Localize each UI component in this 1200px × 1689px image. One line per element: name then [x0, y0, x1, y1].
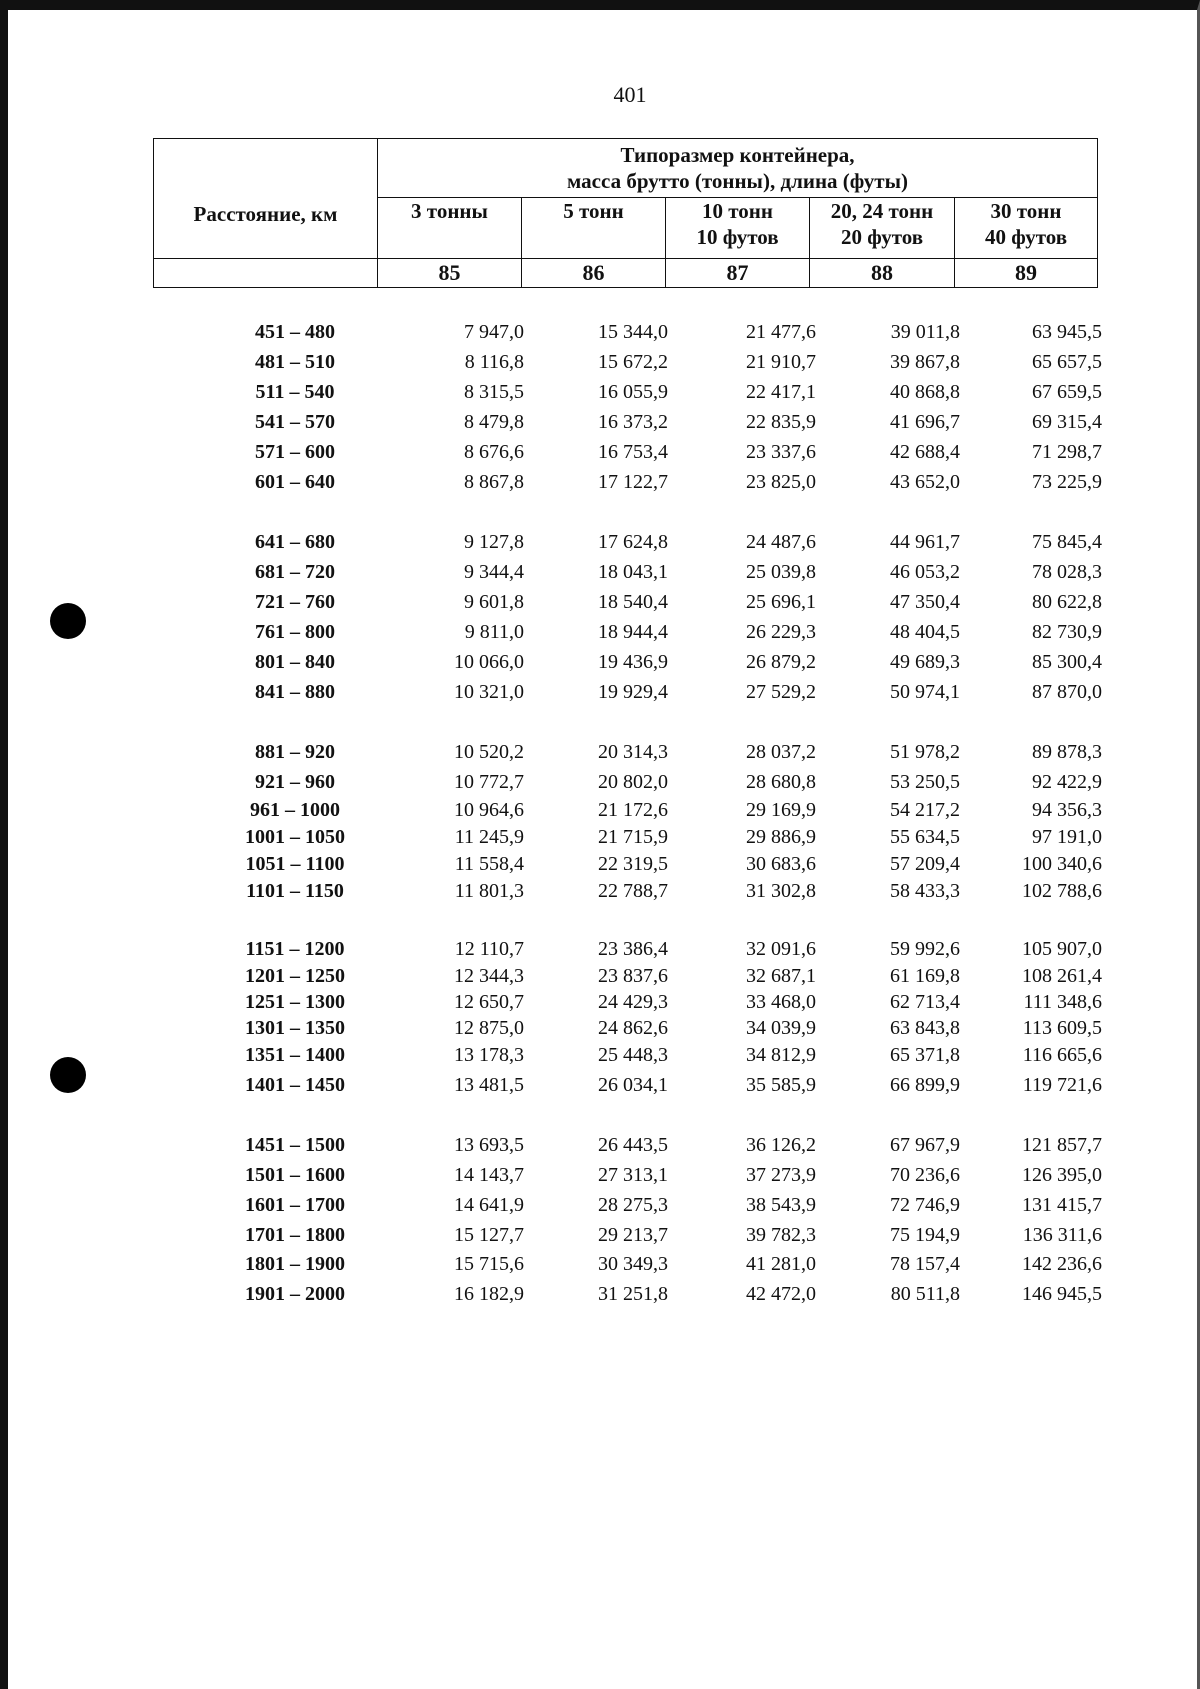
tariff-value: 21 715,9 [598, 826, 668, 848]
tariff-value: 29 213,7 [598, 1224, 668, 1246]
tariff-value: 67 659,5 [1032, 381, 1102, 403]
tariff-value: 22 319,5 [598, 853, 668, 875]
tariff-value: 46 053,2 [890, 561, 960, 583]
tariff-value: 69 315,4 [1032, 411, 1102, 433]
distance-range: 511 – 540 [255, 381, 335, 403]
tariff-value: 24 862,6 [598, 1017, 668, 1039]
table-row [0, 1194, 1200, 1222]
distance-range: 841 – 880 [255, 681, 335, 703]
distance-range: 1001 – 1050 [245, 826, 345, 848]
tariff-value: 63 843,8 [890, 1017, 960, 1039]
tariff-value: 13 693,5 [454, 1134, 524, 1156]
table-row [0, 938, 1200, 966]
distance-range: 1451 – 1500 [245, 1134, 345, 1156]
tariff-value: 10 964,6 [454, 799, 524, 821]
tariff-value: 41 696,7 [890, 411, 960, 433]
tariff-value: 82 730,9 [1032, 621, 1102, 643]
tariff-value: 39 011,8 [890, 321, 960, 343]
tariff-value: 17 122,7 [598, 471, 668, 493]
distance-range: 1101 – 1150 [246, 880, 344, 902]
tariff-value: 23 837,6 [598, 965, 668, 987]
tariff-value: 119 721,6 [1022, 1074, 1102, 1096]
column-number: 86 [522, 258, 666, 287]
tariff-value: 13 178,3 [454, 1044, 524, 1066]
tariff-value: 14 143,7 [454, 1164, 524, 1186]
tariff-value: 10 772,7 [454, 771, 524, 793]
tariff-value: 10 066,0 [454, 651, 524, 673]
tariff-value: 35 585,9 [746, 1074, 816, 1096]
table-row [0, 591, 1200, 619]
tariff-value: 27 313,1 [598, 1164, 668, 1186]
tariff-value: 7 947,0 [464, 321, 524, 343]
table-row [0, 651, 1200, 679]
tariff-value: 27 529,2 [746, 681, 816, 703]
tariff-value: 75 194,9 [890, 1224, 960, 1246]
tariff-value: 23 337,6 [746, 441, 816, 463]
tariff-value: 31 251,8 [598, 1283, 668, 1305]
tariff-value: 32 091,6 [746, 938, 816, 960]
table-row [0, 1283, 1200, 1311]
tariff-value: 108 261,4 [1022, 965, 1102, 987]
tariff-value: 41 281,0 [746, 1253, 816, 1275]
tariff-value: 13 481,5 [454, 1074, 524, 1096]
tariff-value: 21 910,7 [746, 351, 816, 373]
tariff-value: 105 907,0 [1022, 938, 1102, 960]
tariff-value: 58 433,3 [890, 880, 960, 902]
column-header-20-24t [810, 197, 955, 258]
tariff-value: 63 945,5 [1032, 321, 1102, 343]
tariff-value: 31 302,8 [746, 880, 816, 902]
tariff-value: 34 039,9 [746, 1017, 816, 1039]
tariff-value: 80 622,8 [1032, 591, 1102, 613]
tariff-value: 37 273,9 [746, 1164, 816, 1186]
tariff-value: 42 688,4 [890, 441, 960, 463]
table-row [0, 681, 1200, 709]
tariff-value: 30 349,3 [598, 1253, 668, 1275]
tariff-value: 11 558,4 [454, 853, 524, 875]
column-number: 89 [955, 258, 1098, 287]
tariff-value: 34 812,9 [746, 1044, 816, 1066]
tariff-value: 18 540,4 [598, 591, 668, 613]
table-row [0, 471, 1200, 499]
tariff-value: 25 448,3 [598, 1044, 668, 1066]
table-row [0, 1224, 1200, 1252]
tariff-value: 87 870,0 [1032, 681, 1102, 703]
column-number: 85 [378, 258, 522, 287]
group-title-line1: Типоразмер контейнера, [620, 142, 855, 167]
tariff-value: 19 929,4 [598, 681, 668, 703]
distance-range: 1701 – 1800 [245, 1224, 345, 1246]
tariff-value: 73 225,9 [1032, 471, 1102, 493]
tariff-value: 89 878,3 [1032, 741, 1102, 763]
group-title-line2: масса брутто (тонны), длина (футы) [567, 168, 909, 193]
tariff-value: 70 236,6 [890, 1164, 960, 1186]
tariff-value: 20 802,0 [598, 771, 668, 793]
tariff-value: 20 314,3 [598, 741, 668, 763]
distance-range: 1901 – 2000 [245, 1283, 345, 1305]
tariff-value: 10 321,0 [454, 681, 524, 703]
tariff-value: 51 978,2 [890, 741, 960, 763]
tariff-value: 28 680,8 [746, 771, 816, 793]
tariff-value: 26 034,1 [598, 1074, 668, 1096]
tariff-value: 136 311,6 [1022, 1224, 1102, 1246]
tariff-value: 8 867,8 [464, 471, 524, 493]
distance-range: 1351 – 1400 [245, 1044, 345, 1066]
tariff-value: 26 443,5 [598, 1134, 668, 1156]
table-header [153, 138, 1098, 288]
tariff-value: 55 634,5 [890, 826, 960, 848]
tariff-value: 15 715,6 [454, 1253, 524, 1275]
tariff-value: 24 487,6 [746, 531, 816, 553]
tariff-value: 39 867,8 [890, 351, 960, 373]
tariff-value: 9 811,0 [464, 621, 524, 643]
table-row [0, 965, 1200, 993]
tariff-value: 39 782,3 [746, 1224, 816, 1246]
table-row [0, 1044, 1200, 1072]
tariff-value: 48 404,5 [890, 621, 960, 643]
distance-column-header: Расстояние, км [154, 139, 378, 259]
tariff-value: 22 788,7 [598, 880, 668, 902]
tariff-value: 71 298,7 [1032, 441, 1102, 463]
tariff-value: 47 350,4 [890, 591, 960, 613]
column-numbers-row [154, 258, 1098, 287]
tariff-value: 11 801,3 [454, 880, 524, 902]
tariff-value: 21 477,6 [746, 321, 816, 343]
distance-range: 641 – 680 [255, 531, 335, 553]
table-row [0, 826, 1200, 854]
distance-range: 1801 – 1900 [245, 1253, 345, 1275]
table-row [0, 1074, 1200, 1102]
tariff-value: 42 472,0 [746, 1283, 816, 1305]
tariff-value: 59 992,6 [890, 938, 960, 960]
tariff-value: 9 344,4 [464, 561, 524, 583]
distance-number-cell [154, 258, 378, 287]
column-header-line2: 10 футов [696, 225, 779, 250]
column-header-line1: 3 тонны [411, 198, 488, 223]
tariff-value: 80 511,8 [890, 1283, 960, 1305]
table-row [0, 531, 1200, 559]
tariff-value: 29 169,9 [746, 799, 816, 821]
tariff-value: 15 344,0 [598, 321, 668, 343]
tariff-value: 16 373,2 [598, 411, 668, 433]
tariff-value: 12 344,3 [454, 965, 524, 987]
tariff-value: 18 944,4 [598, 621, 668, 643]
tariff-value: 54 217,2 [890, 799, 960, 821]
column-header-5t [522, 197, 666, 258]
tariff-value: 21 172,6 [598, 799, 668, 821]
distance-range: 601 – 640 [255, 471, 335, 493]
tariff-value: 75 845,4 [1032, 531, 1102, 553]
distance-range: 761 – 800 [255, 621, 335, 643]
tariff-value: 100 340,6 [1022, 853, 1102, 875]
tariff-value: 57 209,4 [890, 853, 960, 875]
tariff-value: 142 236,6 [1022, 1253, 1102, 1275]
table-row [0, 1134, 1200, 1162]
distance-range: 681 – 720 [255, 561, 335, 583]
table-row [0, 771, 1200, 799]
table-row [0, 561, 1200, 589]
distance-range: 921 – 960 [255, 771, 335, 793]
tariff-value: 23 825,0 [746, 471, 816, 493]
tariff-value: 28 037,2 [746, 741, 816, 763]
table-row [0, 1253, 1200, 1281]
tariff-value: 28 275,3 [598, 1194, 668, 1216]
table-row [0, 411, 1200, 439]
distance-range: 1151 – 1200 [245, 938, 345, 960]
tariff-value: 72 746,9 [890, 1194, 960, 1216]
tariff-value: 9 601,8 [464, 591, 524, 613]
tariff-value: 8 116,8 [464, 351, 524, 373]
tariff-value: 43 652,0 [890, 471, 960, 493]
tariff-value: 67 967,9 [890, 1134, 960, 1156]
tariff-value: 11 245,9 [454, 826, 524, 848]
table-row [0, 853, 1200, 881]
tariff-value: 26 229,3 [746, 621, 816, 643]
distance-range: 451 – 480 [255, 321, 335, 343]
tariff-value: 146 945,5 [1022, 1283, 1102, 1305]
table-row [0, 621, 1200, 649]
tariff-value: 62 713,4 [890, 991, 960, 1013]
tariff-value: 49 689,3 [890, 651, 960, 673]
column-number: 88 [810, 258, 955, 287]
distance-range: 1201 – 1250 [245, 965, 345, 987]
tariff-value: 38 543,9 [746, 1194, 816, 1216]
table-row [0, 351, 1200, 379]
tariff-value: 121 857,7 [1022, 1134, 1102, 1156]
column-header-line1: 5 тонн [563, 198, 624, 223]
column-header-10t [666, 197, 810, 258]
tariff-value: 16 753,4 [598, 441, 668, 463]
tariff-value: 12 650,7 [454, 991, 524, 1013]
distance-range: 881 – 920 [255, 741, 335, 763]
distance-range: 481 – 510 [255, 351, 335, 373]
table-row [0, 321, 1200, 349]
page-number: 401 [613, 82, 647, 107]
tariff-value: 25 039,8 [746, 561, 816, 583]
table-row [0, 741, 1200, 769]
tariff-value: 61 169,8 [890, 965, 960, 987]
tariff-value: 85 300,4 [1032, 651, 1102, 673]
column-header-line2: 40 футов [984, 225, 1068, 250]
tariff-value: 8 479,8 [464, 411, 524, 433]
tariff-value: 9 127,8 [464, 531, 524, 553]
distance-range: 1051 – 1100 [245, 853, 345, 875]
tariff-value: 22 835,9 [746, 411, 816, 433]
tariff-value: 102 788,6 [1022, 880, 1102, 902]
tariff-value: 30 683,6 [746, 853, 816, 875]
tariff-value: 65 371,8 [890, 1044, 960, 1066]
distance-range: 541 – 570 [255, 411, 335, 433]
table-row [0, 880, 1200, 908]
table-row [0, 799, 1200, 827]
tariff-value: 16 055,9 [598, 381, 668, 403]
tariff-value: 94 356,3 [1032, 799, 1102, 821]
tariff-value: 12 875,0 [454, 1017, 524, 1039]
column-number: 87 [666, 258, 810, 287]
tariff-value: 14 641,9 [454, 1194, 524, 1216]
table-row [0, 441, 1200, 469]
distance-range: 571 – 600 [255, 441, 335, 463]
distance-range: 1601 – 1700 [245, 1194, 345, 1216]
column-header-line1: 10 тонн [702, 198, 773, 223]
column-header-3t [378, 197, 522, 258]
tariff-value: 10 520,2 [454, 741, 524, 763]
tariff-value: 66 899,9 [890, 1074, 960, 1096]
tariff-value: 18 043,1 [598, 561, 668, 583]
column-header-line2: 20 футов [840, 225, 924, 250]
tariff-value: 65 657,5 [1032, 351, 1102, 373]
tariff-value: 15 127,7 [454, 1224, 524, 1246]
tariff-value: 17 624,8 [598, 531, 668, 553]
tariff-value: 32 687,1 [746, 965, 816, 987]
tariff-value: 19 436,9 [598, 651, 668, 673]
tariff-value: 111 348,6 [1023, 991, 1102, 1013]
tariff-value: 36 126,2 [746, 1134, 816, 1156]
tariff-value: 78 028,3 [1032, 561, 1102, 583]
tariff-value: 53 250,5 [890, 771, 960, 793]
table-row [0, 1017, 1200, 1045]
tariff-value: 16 182,9 [454, 1283, 524, 1305]
distance-range: 961 – 1000 [250, 799, 340, 821]
tariff-value: 25 696,1 [746, 591, 816, 613]
table-row [0, 991, 1200, 1019]
tariff-value: 78 157,4 [890, 1253, 960, 1275]
tariff-value: 8 676,6 [464, 441, 524, 463]
tariff-value: 116 665,6 [1022, 1044, 1102, 1066]
tariff-value: 24 429,3 [598, 991, 668, 1013]
tariff-value: 92 422,9 [1032, 771, 1102, 793]
tariff-value: 8 315,5 [464, 381, 524, 403]
tariff-value: 15 672,2 [598, 351, 668, 373]
tariff-value: 33 468,0 [746, 991, 816, 1013]
tariff-value: 126 395,0 [1022, 1164, 1102, 1186]
table-row [0, 1164, 1200, 1192]
distance-range: 721 – 760 [255, 591, 335, 613]
tariff-value: 22 417,1 [746, 381, 816, 403]
column-header-30t [955, 197, 1098, 258]
tariff-value: 131 415,7 [1022, 1194, 1102, 1216]
distance-range: 1251 – 1300 [245, 991, 345, 1013]
distance-range: 1501 – 1600 [245, 1164, 345, 1186]
column-header-line1: 30 тонн [990, 198, 1062, 223]
distance-range: 1301 – 1350 [245, 1017, 345, 1039]
table-row [0, 381, 1200, 409]
column-header-line1: 20, 24 тонн [830, 198, 934, 223]
container-size-group-header [378, 139, 1098, 198]
tariff-value: 29 886,9 [746, 826, 816, 848]
tariff-value: 12 110,7 [454, 938, 524, 960]
tariff-value: 44 961,7 [890, 531, 960, 553]
tariff-value: 23 386,4 [598, 938, 668, 960]
tariff-value: 50 974,1 [890, 681, 960, 703]
tariff-value: 26 879,2 [746, 651, 816, 673]
tariff-value: 113 609,5 [1022, 1017, 1102, 1039]
distance-range: 801 – 840 [255, 651, 335, 673]
distance-range: 1401 – 1450 [245, 1074, 345, 1096]
tariff-value: 97 191,0 [1032, 826, 1102, 848]
tariff-value: 40 868,8 [890, 381, 960, 403]
